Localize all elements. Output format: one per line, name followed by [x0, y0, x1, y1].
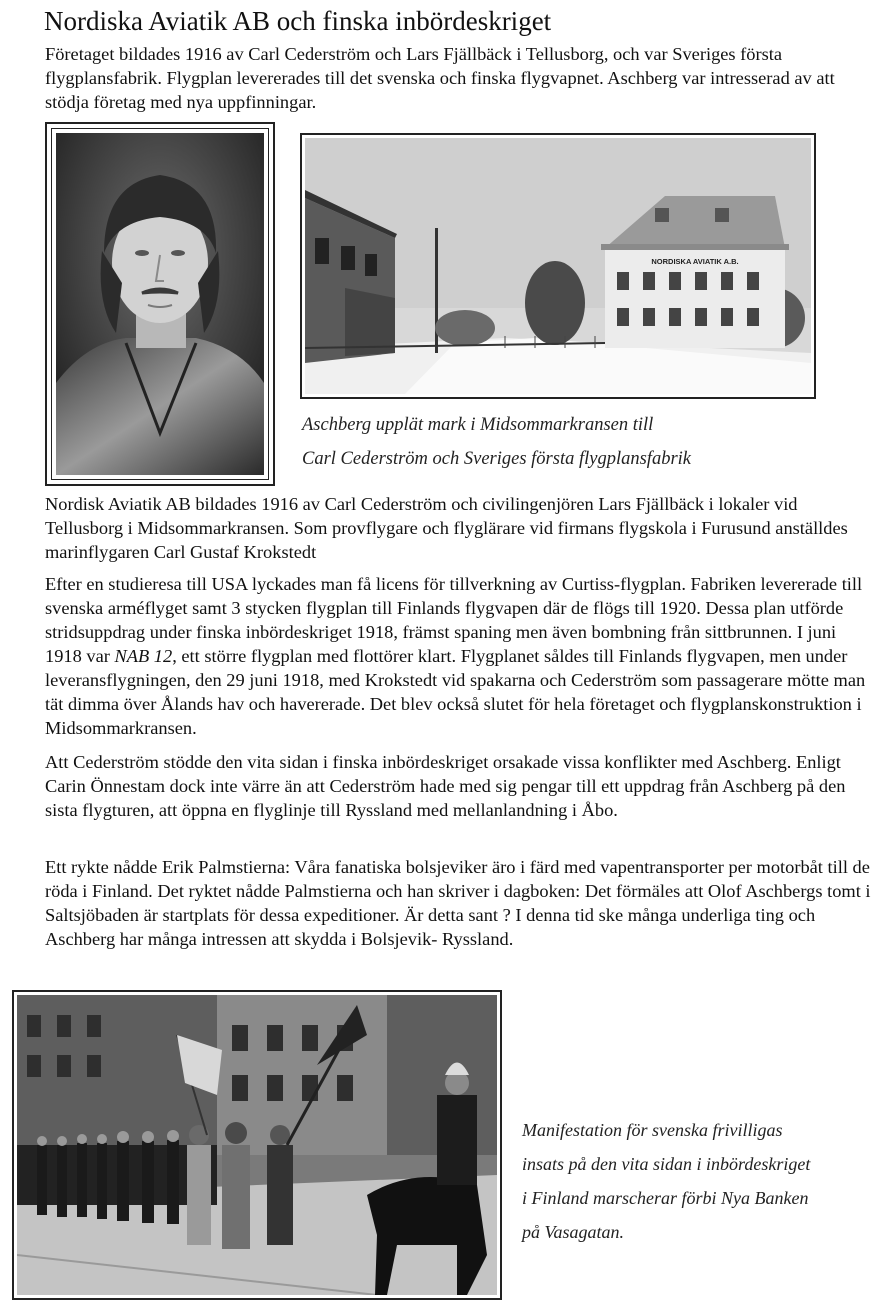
paragraph-text: , ett större flygplan med flottörer klart. Flygplanet såldes till Finlands flygvapen, men under leveransflygningen, den 29 juni 1918, med Krokstedt vid spakarna och Cederström som passagerare mötte man tät dimma över Ålands hav och havererade. Det blev också slutet för hela företaget och flygplanskonstruktion i Midsommarkransen. [45, 646, 866, 738]
portrait-photo [56, 133, 264, 475]
intro-paragraph: Företaget bildades 1916 av Carl Cederström och Lars Fjällbäck i Tellusborg, och var Sveriges första flygplansfabrik. Flygplan levererades till det svenska och finska flygvapnet. Aschberg var intresserad av att stödja företag med nya uppfinningar. [45, 44, 835, 112]
march-photo [17, 995, 497, 1295]
paragraph-company-founding: Nordisk Aviatik AB bildades 1916 av Carl Cederström och civilingenjören Lars Fjällbäck i lokaler vid Tellusborg i Midsommarkransen. Som provflygare och flyglärare vid firmans flygskola i Furusund anställdes marinflygaren Carl Gustaf Krokstedt [45, 494, 848, 562]
factory-sign-text: NORDISKA AVIATIK A.B. [651, 257, 739, 266]
march-caption-line: Manifestation för svenska frivilligas [522, 1120, 783, 1140]
factory-photo-caption [302, 408, 691, 476]
march-caption-line: insats på den vita sidan i inbördeskriget [522, 1154, 811, 1174]
paragraph-text: Efter en studieresa till USA lyckades man få licens för tillverkning av Curtiss-flygplan. Fabriken levererade till svenska arméflyget samt 3 stycken flygplan till Finlands flygvapen där de flögs till 1920. Dessa plan utförde stridsuppdrag under finska inbördeskriget 1918, främst spaning men även bombning från sittbrunnen. I juni 1918 var [45, 574, 863, 666]
aircraft-name: NAB 12 [114, 646, 173, 666]
march-caption-line: i Finland marscherar förbi Nya Banken [522, 1188, 809, 1208]
page-title: Nordiska Aviatik AB och finska inbördeskriget [44, 6, 552, 36]
march-photo-frame [12, 990, 502, 1300]
paragraph-rumour: Ett rykte nådde Erik Palmstierna: Våra fanatiska bolsjeviker äro i färd med vapentransporter per motorbåt till de röda i Finland. Det ryktet nådde Palmstierna och han skriver i dagboken: Det förmäles att Olof Aschbergs tomt i Saltsjöbaden är startplats för dessa expeditioner. Är detta sant ? I denna tid ske många underliga ting och Aschberg har många intressen att skydda i Bolsjevik- Ryssland. [45, 857, 871, 949]
paragraph-curtiss-license [45, 572, 875, 740]
march-photo-caption [522, 1113, 810, 1249]
paragraph-conflict: Att Cederström stödde den vita sidan i finska inbördeskriget orsakade vissa konflikter med Aschberg. Enligt Carin Önnestam dock inte värre än att Cederström hade med sig pengar till ett uppdrag från Aschberg på den sista flygturen, att öppna en flyglinje till Ryssland med mellanlandning i Åbo. [45, 752, 846, 820]
factory-caption-line: Aschberg upplät mark i Midsommarkransen till [302, 415, 654, 435]
factory-caption-line: Carl Cederström och Sveriges första flygplansfabrik [302, 449, 691, 469]
factory-photo-frame [300, 133, 816, 399]
march-caption-line: på Vasagatan. [522, 1222, 625, 1242]
factory-photo [305, 138, 811, 394]
portrait-photo-frame [45, 122, 275, 486]
